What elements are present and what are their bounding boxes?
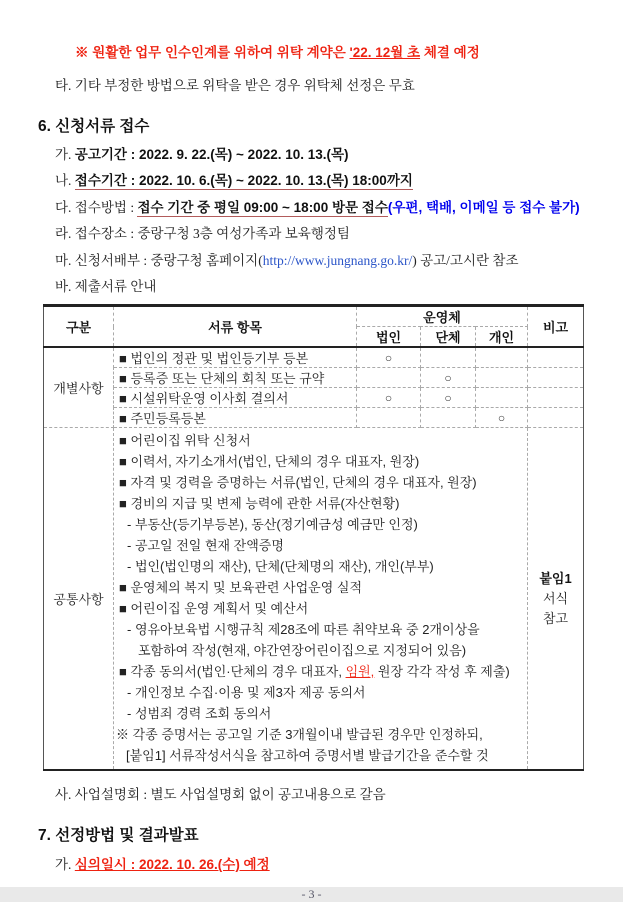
- homepage-link[interactable]: http://www.jungnang.go.kr/: [262, 252, 413, 268]
- table-row-common: [44, 428, 584, 771]
- note-cell: [528, 347, 584, 368]
- item-form-distribution: [55, 252, 585, 269]
- document-item: ■ 시설위탁운영 이사회 결의서: [114, 388, 357, 408]
- reception-period-text: 접수기간 : 2022. 10. 6.(목) ~ 2022. 10. 13.(목) 18:00까지: [74, 173, 413, 188]
- org-check: ○: [421, 388, 476, 408]
- item-reception-method: [55, 199, 585, 216]
- item-reception-period: [55, 172, 585, 189]
- header-document-item: 서류 항목: [114, 306, 357, 348]
- common-line: ■ 자격 및 경력을 증명하는 서류(법인, 단체의 경우 대표자, 원장): [119, 475, 477, 490]
- common-section-label: 공통사항: [44, 428, 114, 771]
- corp-check: ○: [357, 388, 421, 408]
- common-line: ■ 이력서, 자기소개서(법인, 단체의 경우 대표자, 원장): [119, 454, 420, 469]
- header-individual: 개인: [476, 327, 528, 348]
- page-number: - 3 -: [301, 887, 322, 901]
- table-header: [44, 306, 584, 348]
- item-label: 마.: [55, 252, 75, 268]
- section7-title: 7. 선정방법 및 결과발표: [38, 827, 199, 844]
- common-line: - 영유아보육법 시행규칙 제28조에 따른 취약보육 중 2개이상을: [127, 622, 480, 637]
- common-documents-cell: [114, 428, 528, 771]
- common-line: [붙임1] 서류작성서식을 참고하여 증명서별 발급기간을 준수할 것: [126, 748, 489, 763]
- item-label: 다.: [55, 199, 75, 215]
- corp-check: [357, 408, 421, 428]
- common-line: - 공고일 전일 현재 잔액증명: [127, 538, 284, 553]
- attachment-note-line3: 참고: [542, 610, 569, 626]
- org-check: ○: [421, 368, 476, 388]
- header-operator-group: 운영체: [357, 306, 528, 327]
- reception-method-prefix: 접수방법 :: [74, 199, 138, 215]
- common-line: ※ 각종 증명서는 공고일 기준 3개월이내 발급된 경우만 인정하되,: [116, 727, 483, 742]
- indiv-check: [476, 347, 528, 368]
- reception-place-text: 접수장소 : 중랑구청 3층 여성가족과 보육행정팀: [74, 226, 350, 241]
- briefing-session-text: 사업설명회 : 별도 사업설명회 없이 공고내용으로 갈음: [74, 787, 386, 802]
- item-label: 나.: [55, 173, 75, 188]
- common-line: ■ 어린이집 위탁 신청서: [119, 433, 251, 448]
- review-date-text: 심의일시 : 2022. 10. 26.(수) 예정: [74, 857, 270, 872]
- document-item: ■ 등록증 또는 단체의 회칙 또는 규약: [114, 368, 357, 388]
- item-label: 라.: [55, 226, 75, 241]
- common-line: - 성범죄 경력 조회 동의서: [127, 706, 272, 721]
- org-check: [421, 408, 476, 428]
- item-label: 바.: [55, 279, 75, 294]
- item-label: 가.: [55, 857, 75, 872]
- announcement-period-text: 공고기간 : 2022. 9. 22.(목) ~ 2022. 10. 13.(목): [74, 146, 349, 162]
- indiv-check: [476, 388, 528, 408]
- common-line-consents: [114, 661, 525, 682]
- consent-pre: ■ 각종 동의서(법인·단체의 경우 대표자,: [119, 664, 346, 679]
- org-check: [421, 347, 476, 368]
- form-distribution-suffix: ) 공고/고시란 참조: [412, 252, 519, 268]
- item-review-date: [55, 856, 585, 873]
- note-cell: [528, 368, 584, 388]
- note-cell: [528, 388, 584, 408]
- table-row: [44, 368, 584, 388]
- section6-title: 6. 신청서류 접수: [38, 118, 150, 135]
- common-line: ■ 경비의 지급 및 변제 능력에 관한 서류(자산현황): [119, 496, 400, 511]
- common-line: - 부동산(등기부등본), 동산(정기예금성 예금만 인정): [127, 517, 418, 532]
- item-reception-place: [55, 225, 585, 242]
- form-distribution-prefix: 신청서배부 : 중랑구청 홈페이지(: [74, 252, 263, 268]
- indiv-check: [476, 368, 528, 388]
- common-line: ■ 운영체의 복지 및 보육관련 사업운영 실적: [119, 580, 363, 595]
- note-cell: [528, 408, 584, 428]
- invalid-selection-clause: 타. 기타 부정한 방법으로 위탁을 받은 경우 위탁체 선정은 무효: [55, 78, 415, 93]
- item-label: 사.: [55, 787, 75, 802]
- item-briefing-session: [55, 786, 585, 803]
- item-announcement-period: [55, 146, 585, 163]
- attachment-note-line1: 붙임1: [539, 570, 572, 586]
- corp-check: ○: [357, 347, 421, 368]
- document-item: ■ 주민등록등본: [114, 408, 357, 428]
- common-line: ■ 어린이집 운영 계획서 및 예산서: [119, 601, 309, 616]
- table-row: [44, 408, 584, 428]
- handover-note-date-underlined: '22. 12월 초: [349, 45, 421, 60]
- attachment-note-line2: 서식: [542, 590, 569, 606]
- corp-check: [357, 368, 421, 388]
- handover-note-suffix: 체결 예정: [420, 45, 480, 60]
- consent-red-highlight: 임원,: [345, 664, 375, 679]
- submission-guide-text: 제출서류 안내: [74, 279, 157, 294]
- header-organization: 단체: [421, 327, 476, 348]
- common-line: 포함하여 작성(현재, 야간연장어린이집으로 지정되어 있음): [138, 643, 467, 658]
- common-line: - 법인(법인명의 재산), 단체(단체명의 재산), 개인(부부): [127, 559, 434, 574]
- table-row: [44, 347, 584, 368]
- document-item: ■ 법인의 정관 및 법인등기부 등본: [114, 347, 357, 368]
- required-documents-table: [43, 304, 584, 771]
- indiv-check: ○: [476, 408, 528, 428]
- table-row: [44, 388, 584, 408]
- item-label: 가.: [55, 146, 75, 162]
- reception-method-hours: 접수 기간 중 평일 09:00 ~ 18:00 방문 접수: [137, 199, 388, 215]
- header-note: 비고: [528, 306, 584, 348]
- consent-post: 원장 각각 작성 후 제출): [374, 664, 510, 679]
- handover-note: [75, 44, 585, 61]
- reception-method-restriction: (우편, 택배, 이메일 등 접수 불가): [387, 199, 580, 215]
- individual-section-label: 개별사항: [44, 347, 114, 428]
- item-submission-guide: [55, 278, 585, 295]
- handover-note-prefix: ※ 원활한 업무 인수인계를 위하여 위탁 계약은: [75, 45, 350, 60]
- header-corporation: 법인: [357, 327, 421, 348]
- common-line: - 개인정보 수집·이용 및 제3자 제공 동의서: [127, 685, 366, 700]
- header-gubun: 구분: [44, 306, 114, 348]
- attachment-note-cell: [528, 428, 584, 771]
